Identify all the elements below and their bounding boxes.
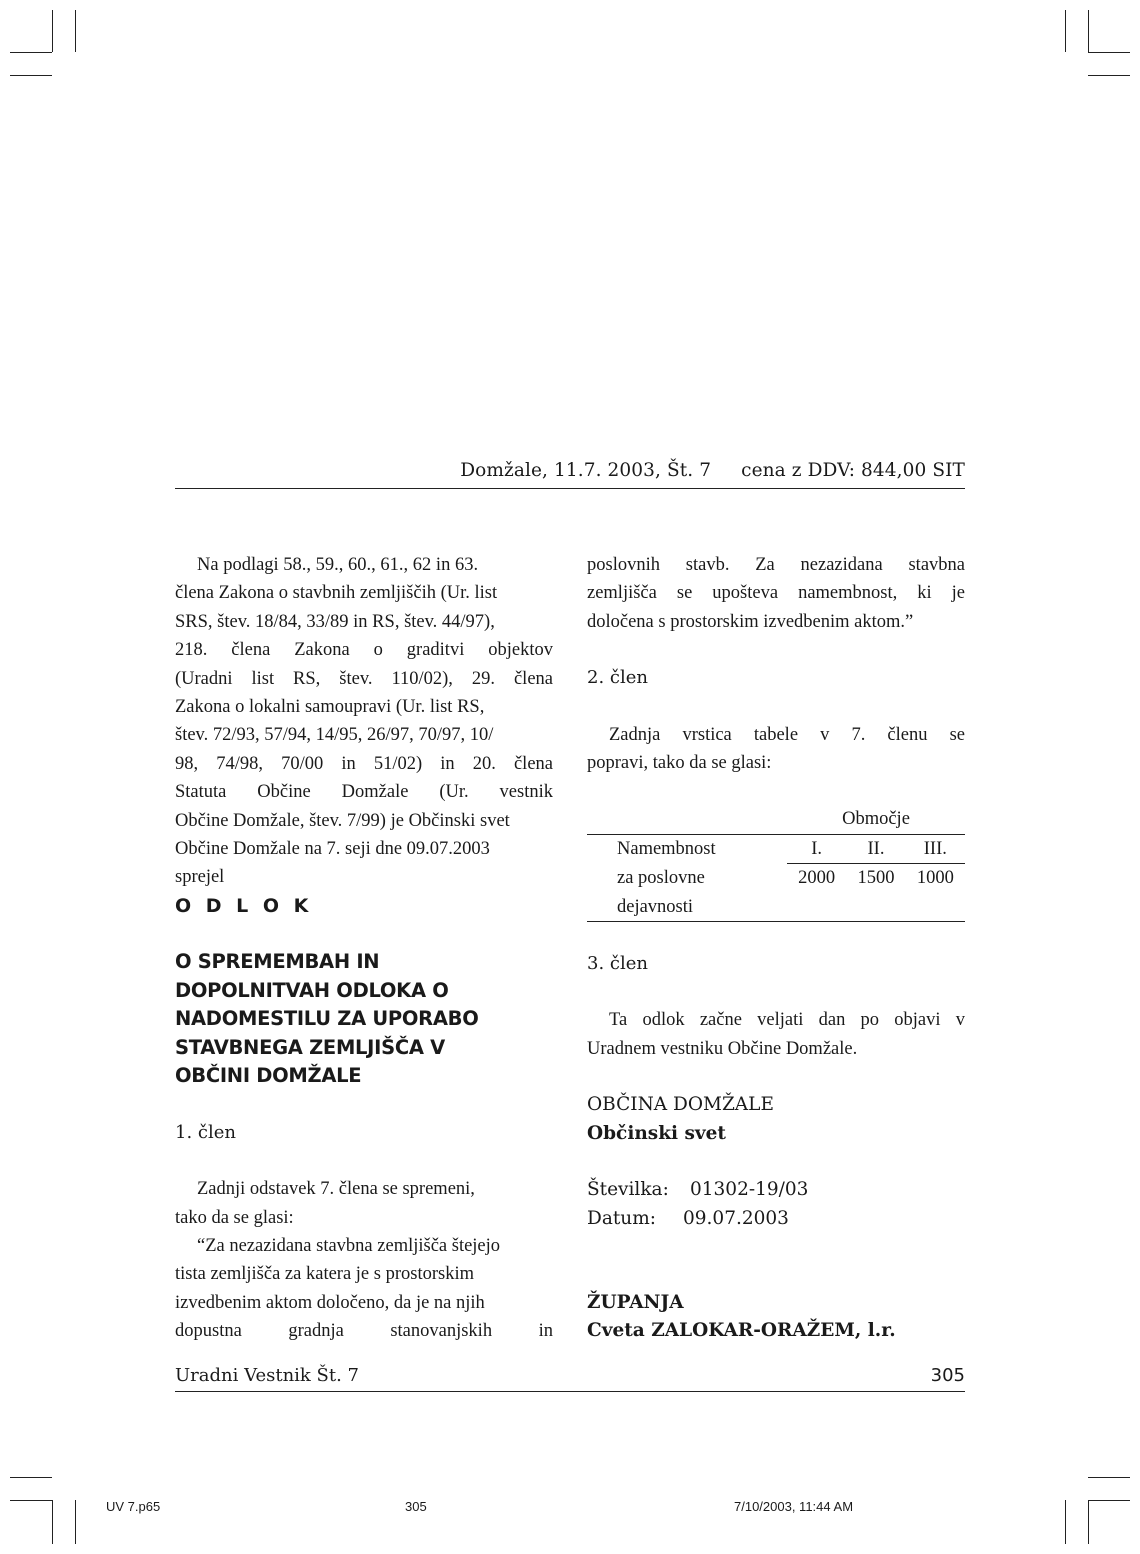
date-value: 09.07.2003 [683,1207,789,1229]
slug-timestamp: 7/10/2003, 11:44 AM [734,1499,854,1514]
number-line [587,1176,965,1204]
crop-mark [10,1477,52,1478]
title-line: NADOMESTILU ZA UPORABO [175,1007,479,1031]
preamble-line: 218. člena Zakona o graditvi objektov [175,640,553,661]
right-column [587,551,965,1346]
table-cell-empty [906,893,965,922]
crop-mark [1088,75,1130,76]
table-col-header: II. [846,834,905,863]
article2-line: Zadnja vrstica tabele v 7. členu se [609,724,965,745]
table-row-label: dejavnosti [587,893,787,922]
article3-line: Uradnem vestniku Občine Domžale. [587,1038,858,1059]
article3-line: Ta odlok začne veljati dan po objavi v [609,1010,965,1031]
preamble-line: (Uradni list RS, štev. 110/02), 29. člena [175,668,553,689]
quote-cont-line: poslovnih stavb. Za nezazidana stavbna [587,555,965,575]
crop-mark [1065,1500,1066,1544]
header-issue: Domžale, 11.7. 2003, Št. 7 [460,460,712,481]
table-group-header: Območje [787,805,965,834]
signatory-name: Cveta ZALOKAR-ORAŽEM, l.r. [587,1320,896,1342]
crop-mark [1065,10,1066,52]
crop-mark [75,10,76,52]
article1-line: tako da se glasi: [175,1207,294,1228]
table-cell-empty [846,893,905,922]
signatory-title: ŽUPANJA [587,1291,684,1313]
article-heading-1: 1. člen [175,1121,236,1143]
quote-line: izvedbenim aktom določeno, da je na njih [175,1292,485,1313]
footer-publication: Uradni Vestnik Št. 7 [175,1365,360,1386]
preamble-line: Statuta Občine Domžale (Ur. vestnik [175,782,553,803]
quote-cont-line: zemljišča se upošteva namembnost, ki je [587,583,965,604]
preamble-line: sprejel [175,867,225,888]
date-label: Datum: [587,1207,656,1229]
quote-line: tista zemljišča za katera je s prostorskim [175,1264,474,1285]
crop-mark [52,10,53,52]
table-col-header: I. [787,834,846,863]
table-spacer [587,805,787,834]
preamble-line: Na podlagi 58., 59., 60., 61., 62 in 63. [197,555,479,575]
preamble-line: Občine Domžale, štev. 7/99) je Občinski svet [175,810,510,831]
table-cell-empty [787,893,846,922]
table-col-header: III. [906,834,965,863]
title-line: STAVBNEGA ZEMLJIŠČA V [175,1035,445,1059]
preamble-line: člena Zakona o stavbnih zemljiščih (Ur. list [175,583,498,604]
table-cell: 1000 [916,868,954,889]
crop-mark [10,75,52,76]
title-line: OBČINI DOMŽALE [175,1064,362,1088]
preamble-line: 98, 74/98, 70/00 in 51/02) in 20. člena [175,753,553,774]
number-value: 01302-19/03 [690,1179,809,1201]
document-type: O D L O K [175,894,313,917]
article-heading-2: 2. člen [587,667,648,689]
footer-page-number: 305 [930,1365,965,1386]
title-line: O SPREMEMBAH IN [175,950,380,974]
issuing-body: Občinski svet [587,1122,726,1144]
crop-mark [1088,1500,1089,1544]
article-heading-3: 3. člen [587,953,648,975]
quote-cont-line: določena s prostorskim izvedbenim aktom.” [587,611,914,632]
crop-mark [10,52,52,53]
quote-line: dopustna gradnja stanovanjskih in [175,1321,553,1342]
number-label: Številka: [587,1179,669,1201]
running-header [175,460,965,489]
table-col-label: Namembnost [587,834,787,863]
preamble-line: SRS, štev. 18/84, 33/89 in RS, štev. 44/97), [175,611,495,632]
crop-mark [1088,1500,1130,1501]
preamble-line: štev. 72/93, 57/94, 14/95, 26/97, 70/97, 10/ [175,725,494,746]
running-footer [175,1365,965,1392]
article1-line: Zadnji odstavek 7. člena se spremeni, [197,1179,475,1200]
crop-mark [1088,1477,1130,1478]
quote-line: “Za nezazidana stavbna zemljišča štejejo [197,1236,501,1256]
header-price: cena z DDV: 844,00 SIT [741,460,965,481]
date-line [587,1205,965,1233]
crop-mark [1088,52,1130,53]
table-row-label: za poslovne [617,868,705,888]
left-column [175,551,553,1346]
crop-mark [10,1500,52,1501]
preamble-line: Občine Domžale na 7. seji dne 09.07.2003 [175,839,490,860]
issuer: OBČINA DOMŽALE [587,1094,774,1116]
title-line: DOPOLNITVAH ODLOKA O [175,978,449,1002]
preamble-line: Zakona o lokalni samoupravi (Ur. list RS, [175,697,485,718]
slug-file: UV 7.p65 [106,1499,161,1514]
article2-line: popravi, tako da se glasi: [587,753,772,774]
table-cell: 2000 [798,868,836,889]
crop-mark [75,1500,76,1544]
table-cell: 1500 [857,868,895,889]
crop-mark [1088,10,1089,52]
crop-mark [52,1500,53,1544]
fee-table [587,805,965,922]
slug-page: 305 [405,1499,427,1514]
